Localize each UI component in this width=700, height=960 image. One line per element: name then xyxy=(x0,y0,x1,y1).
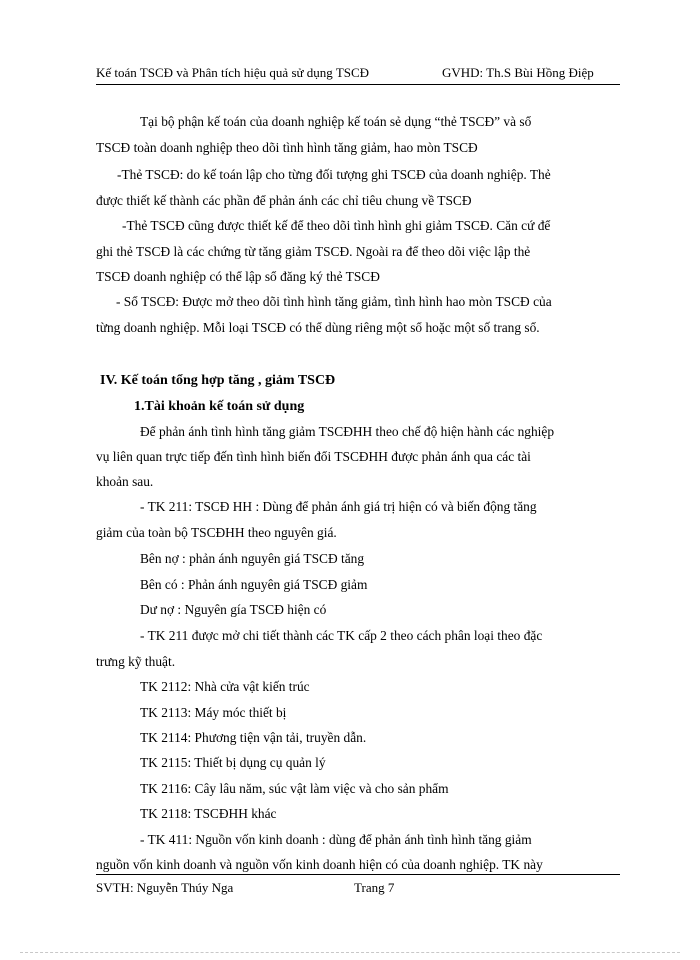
paragraph-line: TSCĐ toàn doanh nghiệp theo dõi tình hình tăng giảm, hao mòn TSCĐ xyxy=(96,140,478,155)
paragraph-line: giảm của toàn bộ TSCĐHH theo nguyên giá. xyxy=(96,525,337,540)
list-item: TK 2112: Nhà cửa vật kiến trúc xyxy=(140,679,310,694)
header-rule xyxy=(96,84,620,85)
paragraph-line: Dư nợ : Nguyên gía TSCĐ hiện có xyxy=(140,602,327,617)
paragraph-line: trưng kỹ thuật. xyxy=(96,654,176,669)
paragraph-line: từng doanh nghiệp. Mỗi loại TSCĐ có thể dùng riêng một sổ hoặc một số trang sổ. xyxy=(96,320,540,335)
paragraph-line: nguồn vốn kinh doanh và nguồn vốn kinh doanh hiện có của doanh nghiệp. TK này xyxy=(96,857,543,872)
paragraph-line: Bên nợ : phản ánh nguyên giá TSCĐ tăng xyxy=(140,551,365,566)
paragraph-line: Bên có : Phản ánh nguyên giá TSCĐ giảm xyxy=(140,577,368,592)
paragraph-line: Để phản ánh tình hình tăng giảm TSCĐHH theo chế độ hiện hành các nghiệp xyxy=(140,424,555,439)
paragraph-line: Tại bộ phận kế toán của doanh nghiệp kế toán sẻ dụng “thẻ TSCĐ” và sổ xyxy=(140,114,532,129)
list-item: TK 2118: TSCĐHH khác xyxy=(140,806,277,821)
header-title: Kế toán TSCĐ và Phân tích hiệu quả sử dụng TSCĐ xyxy=(96,65,370,80)
paragraph-line: - TK 211 được mở chi tiết thành các TK cấp 2 theo cách phân loại theo đặc xyxy=(140,628,543,643)
list-item: TK 2113: Máy móc thiết bị xyxy=(140,705,287,720)
paragraph-line: - TK 411: Nguồn vốn kinh doanh : dùng để phản ánh tình hình tăng giảm xyxy=(140,832,532,847)
paragraph-line: -Thẻ TSCĐ cũng được thiết kế để theo dõi tình hình ghi giảm TSCĐ. Căn cứ để xyxy=(122,218,551,233)
paragraph-line: vụ liên quan trực tiếp đến tình hình biến đổi TSCĐHH được phản ánh qua các tài xyxy=(96,449,531,464)
list-item: TK 2116: Cây lâu năm, súc vật làm việc và cho sản phẩm xyxy=(140,781,449,796)
paragraph-line: -Thẻ TSCĐ: do kế toán lập cho từng đối tượng ghi TSCĐ của doanh nghiệp. Thẻ xyxy=(117,167,551,182)
paragraph-line: - Sổ TSCĐ: Được mở theo dõi tình hình tăng giảm, tình hình hao mòn TSCĐ của xyxy=(116,294,552,309)
footer-author: SVTH: Nguyễn Thúy Nga xyxy=(96,880,234,895)
page-number: Trang 7 xyxy=(354,880,395,895)
list-item: TK 2115: Thiết bị dụng cụ quản lý xyxy=(140,755,326,770)
page-break-divider xyxy=(20,952,680,953)
section-heading: IV. Kế toán tổng hợp tăng , giảm TSCĐ xyxy=(100,373,336,388)
paragraph-line: được thiết kế thành các phần để phản ánh các chỉ tiêu chung về TSCĐ xyxy=(96,193,472,208)
subsection-heading: 1.Tài khoản kế toán sử dụng xyxy=(134,399,305,414)
footer-rule xyxy=(96,874,620,875)
paragraph-line: khoản sau. xyxy=(96,474,154,489)
header-supervisor: GVHD: Th.S Bùi Hồng Điệp xyxy=(442,65,594,80)
paragraph-line: - TK 211: TSCĐ HH : Dùng để phản ánh giá trị hiện có và biến động tăng xyxy=(140,499,537,514)
paragraph-line: ghi thẻ TSCĐ là các chứng từ tăng giảm TSCĐ. Ngoài ra để theo dõi việc lập thẻ xyxy=(96,244,531,259)
list-item: TK 2114: Phương tiện vận tải, truyền dẫn. xyxy=(140,730,367,745)
paragraph-line: TSCĐ doanh nghiệp có thể lập sổ đăng ký thẻ TSCĐ xyxy=(96,269,380,284)
